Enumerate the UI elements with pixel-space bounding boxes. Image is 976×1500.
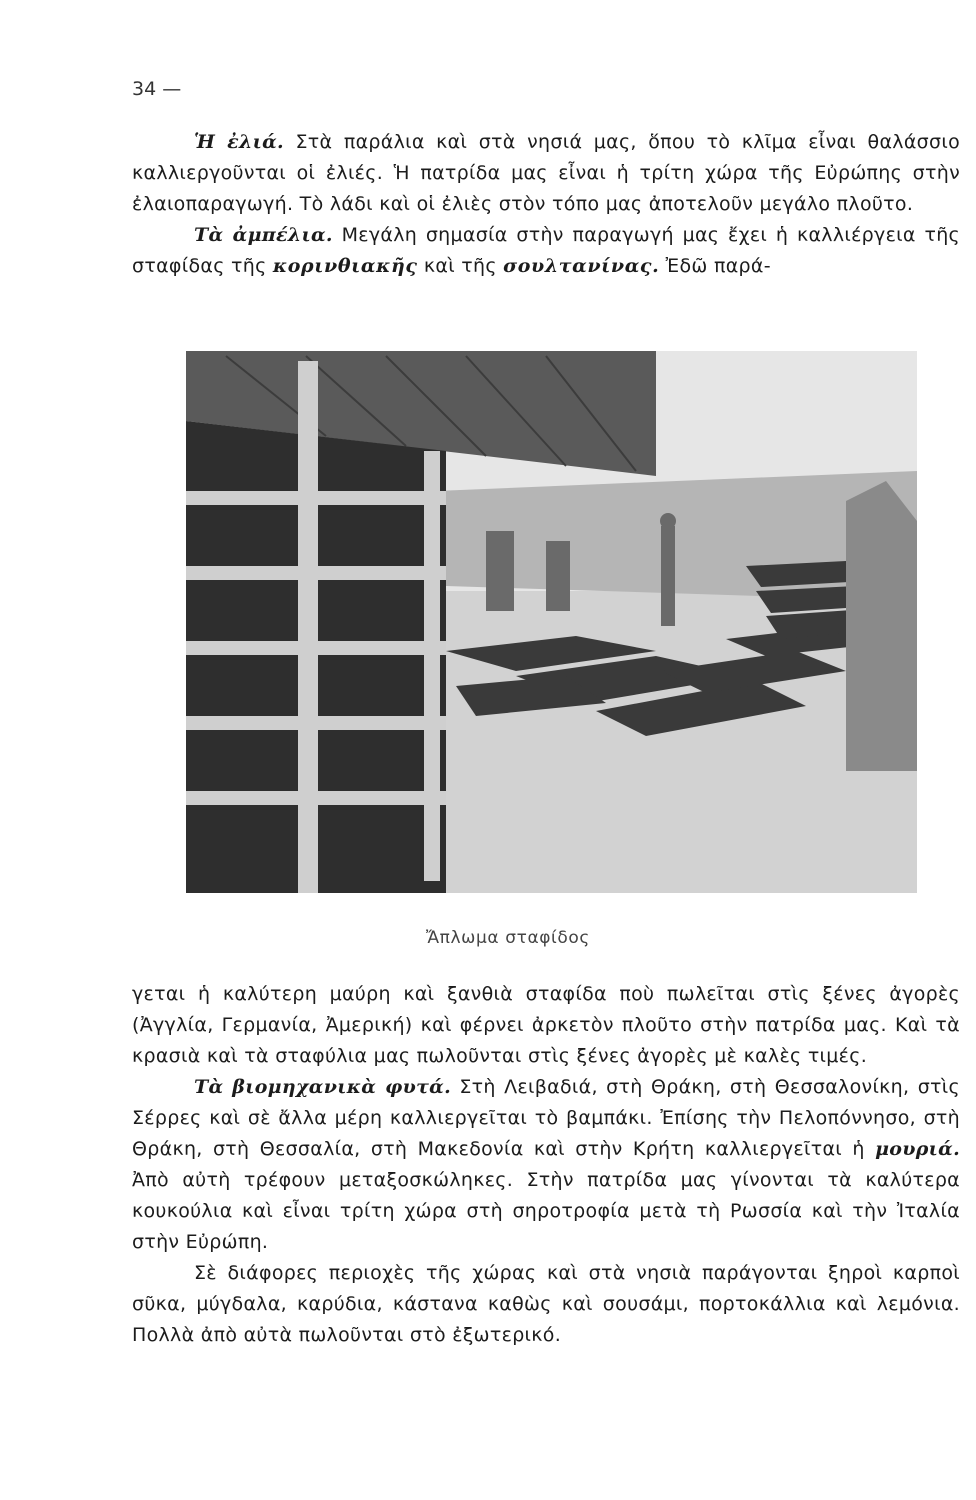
term-corinthian: κορινθιακῆς xyxy=(272,255,418,277)
photo-drawing xyxy=(186,351,917,893)
paragraph-vines xyxy=(132,220,960,282)
heading-olive: Ἡ ἐλιά. xyxy=(194,131,284,153)
paragraph-olive xyxy=(132,127,960,220)
vine-text-c: Ἐδῶ παρά- xyxy=(665,255,771,277)
page-number: 34 — xyxy=(132,78,182,100)
caption-text: Ἄπλωμα σταφίδος xyxy=(426,928,590,948)
vine-text-a: Μεγάλη σημασία στὴν παραγωγή μας ἔχει ἡ καλλιέργεια τῆς σταφίδας τῆς xyxy=(132,224,960,277)
vine-text-b: καὶ τῆς xyxy=(423,255,497,277)
intro-text-block xyxy=(132,127,960,282)
heading-industrial: Τὰ βιομηχανικὰ φυτά. xyxy=(194,1076,451,1098)
paragraph-vine-continued: γεται ἡ καλύτερη μαύρη καὶ ξανθιὰ σταφίδα ποὺ πωλεῖται στὶς ξένες ἀγορὲς (Ἀγγλία, Γερμανία, Ἀμερική) καὶ φέρνει ἀρκετὸν πλοῦτο στὴν πατρίδα μας. Καὶ τὰ κρασιὰ καὶ τὰ σταφύλια μας πωλοῦνται στὶς ξένες ἀγορὲς μὲ καλὲς τιμές. xyxy=(132,983,960,1067)
paragraph-dry-fruits: Σὲ διάφορες περιοχὲς τῆς χώρας καὶ στὰ νησιὰ παράγονται ξηροὶ καρποὶ σῦκα, μύγδαλα, καρύδια, κάστανα καθὼς καὶ σουσάμι, πορτοκάλλια καὶ λεμόνια. Πολλὰ ἀπὸ αὐτὰ πωλοῦνται στὸ ἐξωτερικό. xyxy=(132,1262,960,1346)
photo-caption xyxy=(0,928,976,948)
continuation-text-block xyxy=(132,979,960,1351)
olive-text: Στὰ παράλια καὶ στὰ νησιά μας, ὅπου τὸ κλῖμα εἶναι θαλάσσιο καλλιεργοῦνται οἱ ἐλιές. Ἡ πατρίδα μας εἶναι ἡ τρίτη χώρα τῆς Εὐρώπης στὴν ἐλαιοπαραγωγή. Τὸ λάδι καὶ οἱ ἐλιὲς στὸν τόπο μας ἀποτελοῦν μεγάλο πλοῦτο. xyxy=(132,131,960,215)
industrial-text-a: Στὴ Λειβαδιά, στὴ Θράκη, στὴ Θεσσαλονίκη, στὶς Σέρρες καὶ σὲ ἄλλα μέρη καλλιεργεῖται τὸ βαμπάκι. Ἐπίσης τὴν Πελοπόννησο, στὴ Θράκη, στὴ Θεσσαλία, στὴ Μακεδονία καὶ στὴν Κρήτη καλλιεργεῖται ἡ xyxy=(132,1076,960,1160)
raisin-drying-photo xyxy=(186,351,917,893)
term-sultanina: σουλτανίνας. xyxy=(503,255,660,277)
term-mulberry: μουριά. xyxy=(875,1138,961,1160)
photo-right-shed xyxy=(846,481,917,771)
heading-vines: Τὰ ἀμπέλια. xyxy=(194,224,333,246)
industrial-text-b: Ἀπὸ αὐτὴ τρέφουν μεταξοσκώληκες. Στὴν πατρίδα μας γίνονται τὰ καλύτερα κουκούλια καὶ εἶναι τρίτη χώρα στὴ σηροτροφία μετὰ τὴ Ρωσσία καὶ τὴν Ἰταλία στὴν Εὐρώπη. xyxy=(132,1169,960,1253)
paragraph-industrial xyxy=(132,1072,960,1258)
